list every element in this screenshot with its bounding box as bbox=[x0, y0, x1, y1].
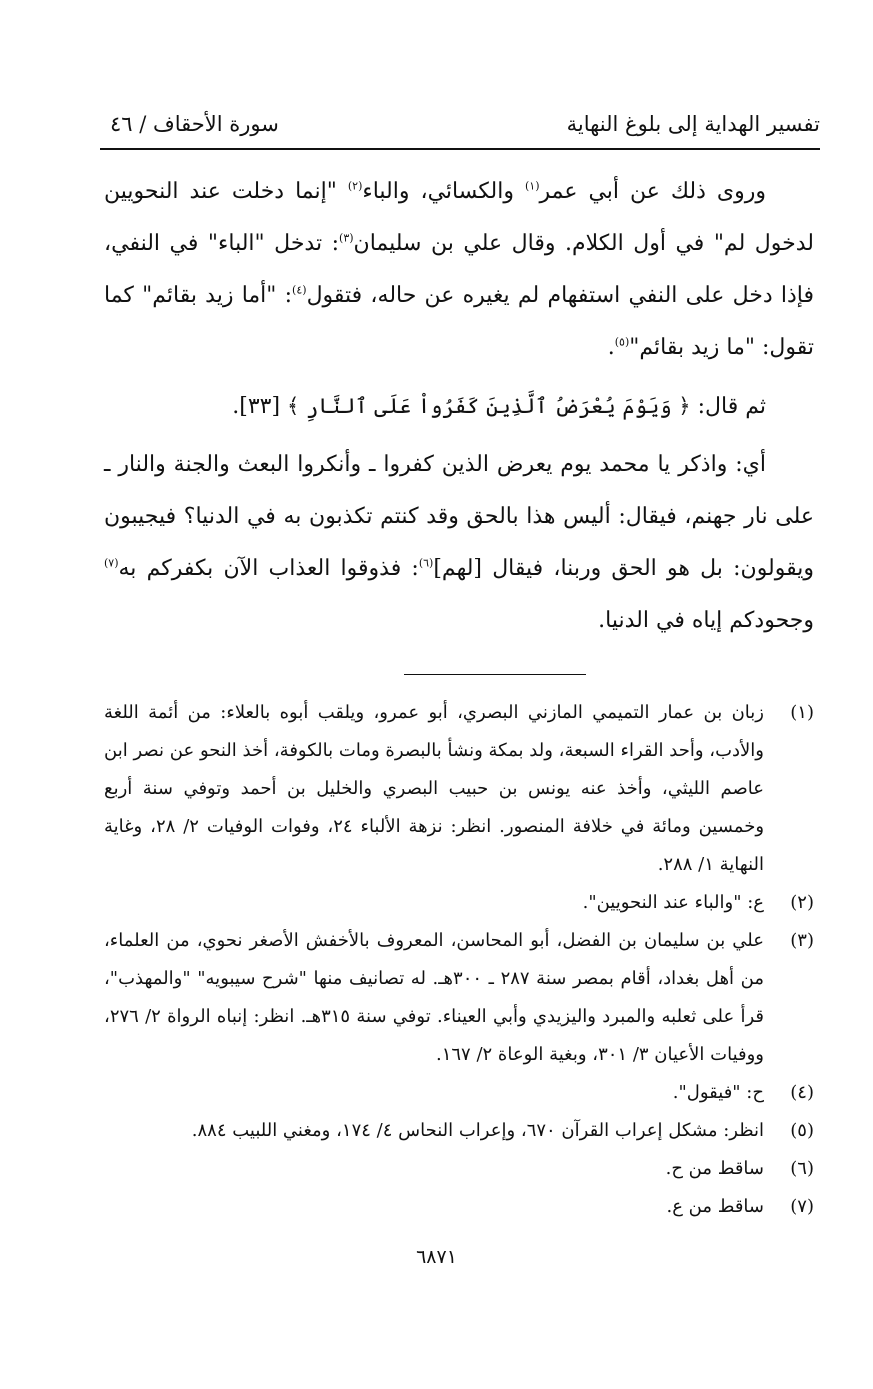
footnote-3 bbox=[104, 922, 814, 1074]
paragraph-1: وروى ذلك عن أبي عمر$^{(١)}$ والكسائي، والباء$^{(٢)}$ "إنما دخلت عند النحويين لدخول لم" في أول الكلام. وقال علي بن سليمان$^{(٣)}$: تدخل "الباء" في النفي، فإذا دخل على النفي استفهام لم يغيره عن حاله، فتقول$^{(٤)}$: "أما زيد بقائم" كما تقول: "ما زيد بقائم"$^{(٥)}$. bbox=[104, 179, 814, 360]
header-rule bbox=[100, 148, 820, 150]
footnote-text: علي بن سليمان بن الفضل، أبو المحاسن، المعروف بالأخفش الأصغر نحوي، من العلماء، من أهل بغداد، أقام بمصر سنة ٢٨٧ ـ ٣٠٠هـ. له تصانيف منها "شرح سيبويه" "والمهذب"، قرأ على ثعلبه والمبرد واليزيدي وأبي العيناء. توفي سنة ٣١٥هـ. انظر: إنباه الرواة ٢/ ٢٧٦، ووفيات الأعيان ٣/ ٣٠١، وبغية الوعاة ٢/ ١٦٧. bbox=[104, 930, 765, 1065]
footnote-number: (٢) bbox=[790, 892, 814, 913]
footnote-text: ح: "فيقول". bbox=[672, 1082, 764, 1103]
page-number: ٦٨٧١ bbox=[416, 1246, 457, 1268]
footnote-text: انظر: مشكل إعراب القرآن ٦٧٠، وإعراب النحاس ٤/ ١٧٤، ومغني اللبيب ٨٨٤. bbox=[191, 1120, 764, 1141]
footnote-number: (١) bbox=[790, 702, 814, 723]
footnote-number: (٣) bbox=[790, 930, 814, 951]
footnote-ref-6[interactable]: (٦) bbox=[418, 556, 434, 570]
surah-reference: سورة الأحقاف / ٤٦ bbox=[110, 112, 279, 136]
footnote-7 bbox=[104, 1188, 814, 1226]
footnote-number: (٦) bbox=[790, 1158, 814, 1179]
footnote-ref-5[interactable]: (٥) bbox=[614, 335, 630, 349]
footnote-5 bbox=[104, 1112, 814, 1150]
footnote-text: ساقط من ح. bbox=[665, 1158, 764, 1179]
footnote-number: (٧) bbox=[790, 1196, 814, 1217]
book-title: تفسير الهداية إلى بلوغ النهاية bbox=[566, 112, 820, 136]
footnote-ref-1[interactable]: (١) bbox=[524, 179, 540, 193]
main-text bbox=[104, 166, 814, 647]
footnote-1 bbox=[104, 694, 814, 884]
footnote-ref-3[interactable]: (٣) bbox=[339, 231, 354, 245]
footnote-2 bbox=[104, 884, 814, 922]
footnote-number: (٥) bbox=[790, 1120, 814, 1141]
footnote-ref-7[interactable]: (٧) bbox=[104, 556, 119, 570]
footnote-text: زبان بن عمار التميمي المازني البصري، أبو عمرو، ويلقب أبوه بالعلاء: من أئمة اللغة والأدب، وأحد القراء السبعة، ولد بمكة ونشأ بالبصرة ومات بالكوفة، أخذ النحو عن نصر ابن عاصم الليثي، وأخذ عنه يونس بن حبيب البصري والخليل بن أحمد وتوفي سنة أربع وخمسين ومائة في خلافة المنصور. انظر: نزهة الألباء ٢٤، وفوات الوفيات ٢/ ٢٨، وغاية النهاية ١/ ٢٨٨. bbox=[104, 702, 765, 875]
footnote-text: ع: "والباء عند النحويين". bbox=[582, 892, 764, 913]
footnote-text: ساقط من ع. bbox=[666, 1196, 764, 1217]
paragraph-2: ثم قال: ﴿ وَيَوْمَ يُعْرَضُ ٱلَّذِينَ كَفَرُواْ عَلَى ٱلنَّارِ ﴾ [٣٣]. bbox=[232, 394, 766, 419]
paragraph-3: أي: واذكر يا محمد يوم يعرض الذين كفروا ـ وأنكروا البعث والجنة والنار ـ على نار جهنم، فيقال: أليس هذا بالحق وقد كنتم تكذبون به في الدنيا؟ فيجيبون ويقولون: بل هو الحق وربنا، فيقال [لهم]$^{(٦)}$: فذوقوا العذاب الآن بكفركم به$^{(٧)}$ وجحودكم إياه في الدنيا. bbox=[104, 452, 815, 633]
footnote-number: (٤) bbox=[790, 1082, 814, 1103]
footnotes bbox=[104, 694, 814, 1226]
footnote-ref-2[interactable]: (٢) bbox=[347, 179, 363, 193]
page-header bbox=[100, 106, 820, 150]
quran-verse: ﴿ وَيَوْمَ يُعْرَضُ ٱلَّذِينَ كَفَرُواْ عَلَى ٱلنَّارِ ﴾ bbox=[287, 394, 691, 418]
footnote-ref-4[interactable]: (٤) bbox=[292, 283, 307, 297]
footnote-6 bbox=[104, 1150, 814, 1188]
footnote-separator bbox=[404, 674, 586, 675]
footnote-4 bbox=[104, 1074, 814, 1112]
